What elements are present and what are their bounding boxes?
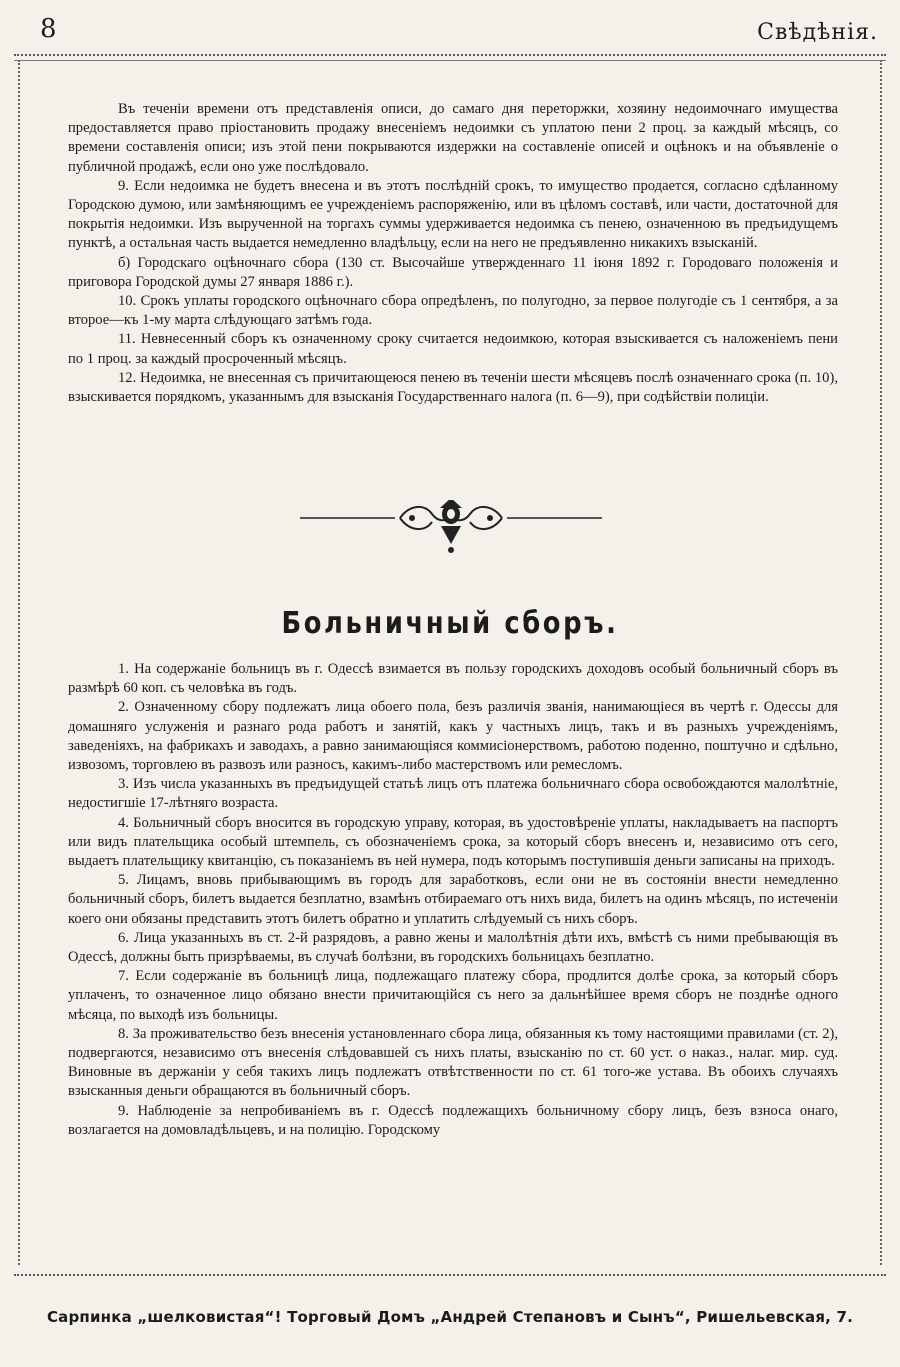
continued-text-block [68, 100, 838, 407]
top-rule [14, 60, 886, 61]
paragraph: 10. Срокъ уплаты городского оцѣночнаго сбора опредѣленъ, по полугодно, за первое полугодіе съ 1 сентября, а за второе—къ 1-му марта слѣдующаго затѣмъ года. [68, 293, 838, 329]
paragraph: 3. Изъ числа указанныхъ въ предъидущей статьѣ лицъ отъ платежа больничнаго сбора освобождаются малолѣтніе, недостигшіе 17-лѣтняго возраста. [68, 776, 838, 812]
top-dotted-rule [14, 54, 886, 56]
paragraph: 7. Если содержаніе въ больницѣ лица, подлежащаго платежу сбора, продлится долѣе срока, за который сборъ уплаченъ, то означенное лицо обязано внести причитающійся съ него за дальнѣйшее время сборъ не позднѣе одного мѣсяца, по выходѣ изъ больницы. [68, 968, 838, 1023]
paragraph: 6. Лица указанныхъ въ ст. 2-й разрядовъ, а равно жены и малолѣтнія дѣти ихъ, вмѣстѣ съ ними пребывающія въ Одессѣ, должны быть призрѣваемы, въ случаѣ болѣзни, въ городскихъ больницахъ безплатно. [68, 929, 838, 966]
section-title: Больничный сборъ. [281, 606, 619, 641]
page-number: 8 [40, 14, 58, 44]
footer-advertisement: Сарпинка „шелковистая“! Торговый Домъ „Андрей Степановъ и Сынъ“, Ришельевская, 7. [46, 1308, 854, 1326]
hospital-fee-text-block [68, 660, 838, 1140]
paragraph: 9. Если недоимка не будетъ внесена и въ этотъ послѣдній срокъ, то имущество продается, согласно сдѣланному Городскою думою, или замѣняющимъ ее учрежденіемъ распоряженію, или въ цѣломъ составѣ, или части, достаточной для покрытія недоимки. Изъ вырученной на торгахъ суммы удерживается недоимка съ пенею, означенною въ предъидущемъ пунктѣ, а остальная часть выдается немедленно владѣльцу, если на него не предъявленно никакихъ взысканій. [68, 177, 838, 252]
paragraph: 12. Недоимка, не внесенная съ причитающеюся пенею въ теченіи шести мѣсяцевъ послѣ означеннаго срока (п. 10), взыскивается порядкомъ, указаннымъ для взысканія Государственнаго налога (п. 6—9), при содѣйствіи полиціи. [68, 369, 838, 406]
paragraph: 8. За проживательство безъ внесенія установленнаго сбора лица, обязанныя къ тому настоящими правилами (ст. 2), подвергаются, независимо отъ внесенія слѣдовавшей съ нихъ платы, взысканію по ст. 60 уст. о наказ., налаг. мир. суд. Виновные въ держаніи у себя такихъ лицъ подлежатъ отвѣтственности по ст. 61 того-же устава. Въ обоихъ случаяхъ взысканныя деньги обращаются въ больничный сборъ. [68, 1025, 838, 1100]
paragraph: Въ теченіи времени отъ представленія описи, до самаго дня переторжки, хозяину недоимочнаго имущества предоставляется право пріостановить продажу внесеніемъ недоимки съ уплатою пени 2 проц. за каждый мѣсяцъ, со времени составленія описи; изъ этой пени покрываются издержки на составленіе описей и оцѣнокъ и на объявленіе о публичной продажѣ, если оно уже послѣдовало. [68, 101, 838, 175]
paragraph: 1. На содержаніе больницъ въ г. Одессѣ взимается въ пользу городскихъ доходовъ особый больничный сборъ въ размѣрѣ 60 коп. съ человѣка въ годъ. [68, 661, 838, 697]
paragraph: 4. Больничный сборъ вносится въ городскую управу, которая, въ удостовѣреніе уплаты, накладываетъ на паспортъ или видъ плательщика особый штемпель, съ обозначеніемъ срока, за который сборъ внесенъ и, независимо отъ сего, выдаетъ плательщику квитанцію, съ показаніемъ въ ней нумера, подъ которымъ поступившія деньги записаны на приходъ. [68, 814, 838, 870]
running-title: Свѣдѣнія. [757, 20, 878, 45]
bottom-dotted-rule [14, 1274, 886, 1276]
paragraph: 9. Наблюденіе за непробиваніемъ въ г. Одессѣ подлежащихъ больничному сбору лицъ, безъ взноса онаго, возлагается на домовладѣльцевъ, и на полицію. Городскому [68, 1102, 838, 1138]
ornament-divider-icon [300, 500, 602, 570]
paragraph: б) Городскаго оцѣночнаго сбора (130 ст. Высочайше утвержденнаго 11 іюня 1892 г. Городоваго положенія и приговора Городской думы 27 января 1886 г.). [68, 254, 838, 290]
paragraph: 11. Невнесенный сборъ къ означенному сроку считается недоимкою, которая взыскивается съ наложеніемъ пени по 1 проц. за каждый просроченный мѣсяцъ. [68, 331, 838, 367]
paragraph: 2. Означенному сбору подлежатъ лица обоего пола, безъ различія званія, нанимающіеся въ чертѣ г. Одессы для домашняго услуженія и разнаго рода работъ и занятій, какъ у частныхъ лицъ, такъ и въ разныхъ учрежденіямъ, заведеніяхъ, на фабрикахъ и заводахъ, а равно занимающіяся коммисіонерствомъ, работою поденно, поштучно и сдѣльно, извозомъ, торговлею въ развозъ или разносъ, какимъ-либо мастерствомъ или ремесломъ. [68, 699, 838, 774]
left-dotted-border [18, 60, 20, 1265]
paragraph: 5. Лицамъ, вновь прибывающимъ въ городъ для заработковъ, если они не въ состояніи внести немедленно больничный сборъ, билетъ выдается безплатно, взамѣнъ отбираемаго отъ нихъ вида, билетъ на одинъ мѣсяцъ, по истеченіи коего они обязаны представить этотъ билетъ обратно и уплатить слѣдуемый съ нихъ сборъ. [68, 872, 838, 927]
right-dotted-border [880, 60, 882, 1265]
